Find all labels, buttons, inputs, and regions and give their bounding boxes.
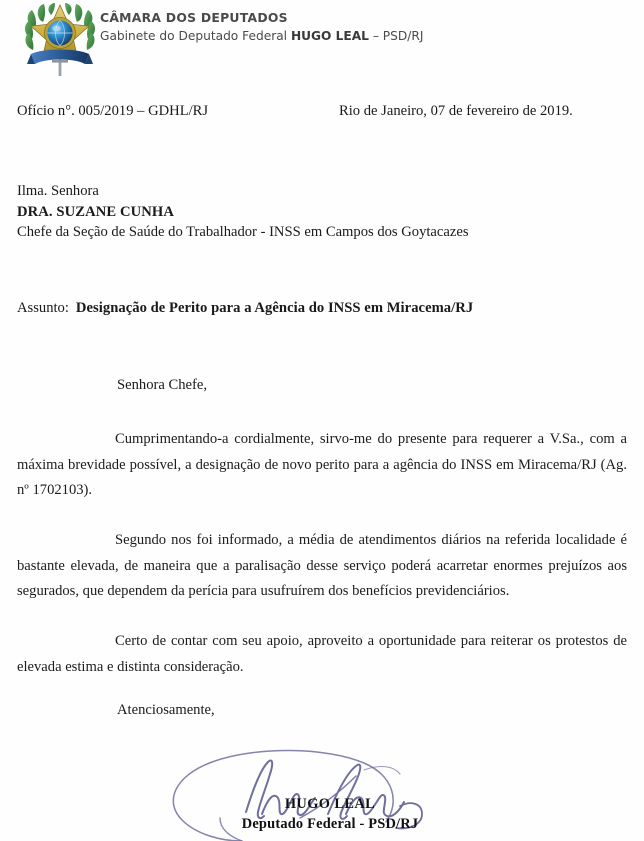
signatory-title: Deputado Federal - PSD/RJ bbox=[241, 816, 419, 832]
closing-salutation: Atenciosamente, bbox=[117, 702, 215, 718]
salutation: Senhora Chefe, bbox=[117, 377, 207, 393]
letterhead-text bbox=[100, 9, 423, 45]
body-paragraph-1: Cumprimentando-a cordialmente, sirvo-me do presente para requerer a V.Sa., com a máxima brevidade possível, a designação de novo perito para a agência do INSS em Miracema/RJ (Ag. nº 1702103). bbox=[17, 431, 627, 498]
deputy-party: – PSD/RJ bbox=[368, 29, 424, 43]
addressee-role: Chefe da Seção de Saúde do Trabalhador - INSS em Campos dos Goytacazes bbox=[17, 224, 469, 240]
oficio-number: Ofício n°. 005/2019 – GDHL/RJ bbox=[17, 103, 209, 119]
office-prefix: Gabinete do Deputado Federal bbox=[100, 29, 291, 43]
subject-line bbox=[17, 298, 473, 318]
institution-name: CÂMARA DOS DEPUTADOS bbox=[100, 10, 288, 25]
signature-block bbox=[150, 740, 510, 841]
signatory-name: HUGO LEAL bbox=[284, 796, 376, 812]
subject-value: Designação de Perito para a Agência do INSS em Miracema/RJ bbox=[75, 300, 474, 316]
deputy-name: HUGO LEAL bbox=[290, 29, 369, 43]
letterhead bbox=[0, 0, 644, 86]
subject-label: Assunto: bbox=[17, 300, 69, 316]
body-paragraph-3: Certo de contar com seu apoio, aproveito a oportunidade para reiterar os protestos de elevada estima e distinta consideração. bbox=[17, 633, 627, 675]
addressee-block bbox=[17, 181, 629, 243]
brazil-coat-of-arms-icon bbox=[23, 2, 97, 78]
place-and-date: Rio de Janeiro, 07 de fevereiro de 2019. bbox=[339, 103, 573, 119]
addressee-honorific: Ilma. Senhora bbox=[17, 183, 99, 199]
addressee-name: DRA. SUZANE CUNHA bbox=[17, 203, 174, 220]
office-line bbox=[100, 28, 423, 45]
body-paragraph-2: Segundo nos foi informado, a média de atendimentos diários na referida localidade é bastante elevada, de maneira que a paralisação desse serviço poderá acarretar enormes prejuízos aos segurados, que dependem da perícia para usufruírem dos benefícios previdenciários. bbox=[17, 532, 627, 599]
